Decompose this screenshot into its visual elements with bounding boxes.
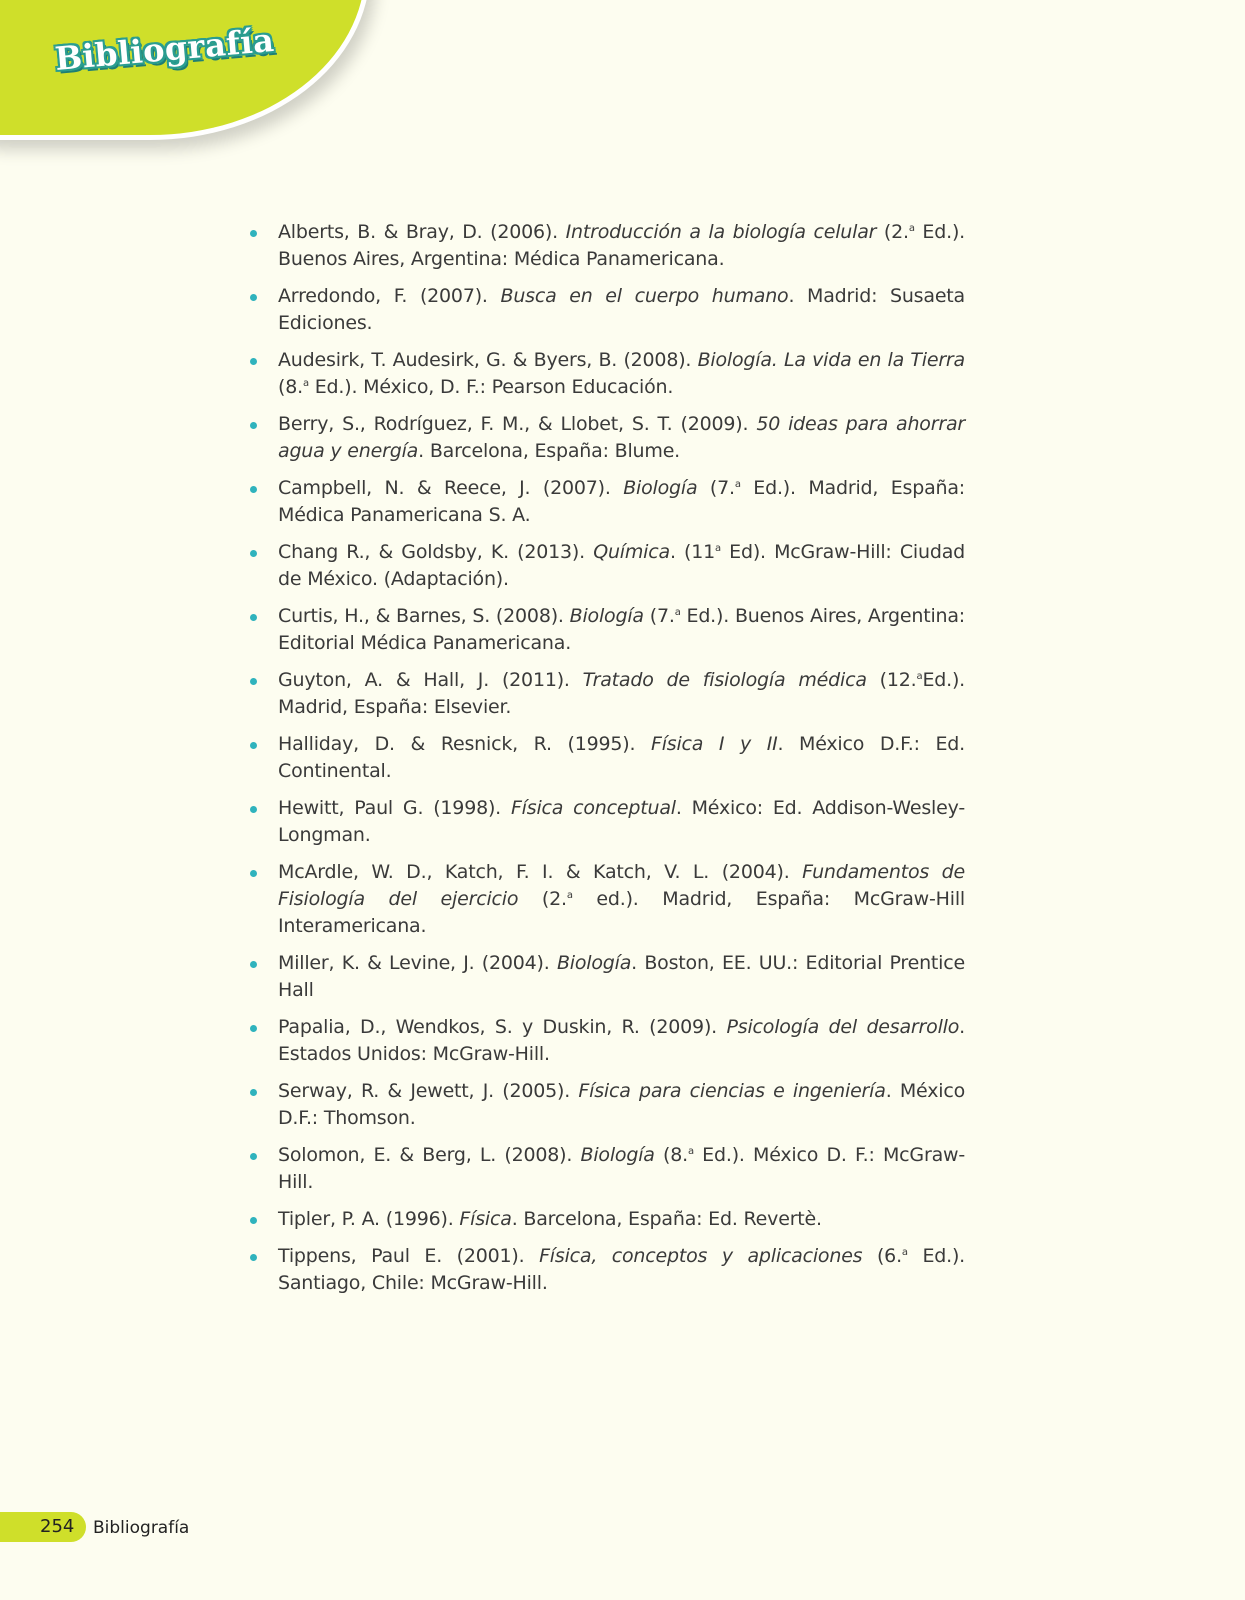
edition-superscript: a	[674, 607, 681, 618]
reference-item	[250, 859, 965, 940]
reference-item	[250, 411, 965, 465]
reference-publisher: Ed.). Buenos Aires, Argentina: Editorial Médica Panamericana.	[278, 605, 966, 654]
reference-title: Busca en el cuerpo humano	[500, 285, 789, 307]
reference-title: Introducción a la biología celular	[565, 221, 877, 243]
reference-edition: (8.	[278, 376, 303, 398]
bullet-icon	[250, 230, 257, 237]
reference-title: Física	[459, 1208, 512, 1230]
reference-item	[250, 731, 965, 785]
bullet-icon	[250, 1025, 257, 1032]
reference-authors: McArdle, W. D., Katch, F. I. & Katch, V. L. (2004).	[278, 861, 803, 883]
reference-authors: Audesirk, T. Audesirk, G. & Byers, B. (2008).	[278, 349, 698, 371]
reference-authors: Papalia, D., Wendkos, S. y Duskin, R. (2009).	[278, 1016, 727, 1038]
reference-authors: Curtis, H., & Barnes, S. (2008).	[278, 605, 570, 627]
bullet-icon	[250, 742, 257, 749]
edition-superscript: a	[566, 890, 573, 901]
reference-title: Química	[593, 541, 670, 563]
reference-title: Biología	[623, 477, 698, 499]
footer-section-label: Bibliografía	[93, 1518, 190, 1538]
reference-item	[250, 1078, 965, 1132]
reference-authors: Berry, S., Rodríguez, F. M., & Llobet, S. T. (2009).	[278, 413, 757, 435]
reference-publisher: . México D.F.: Ed. Continental.	[278, 733, 965, 782]
reference-publisher: . México: Ed. Addison-Wesley-Longman.	[278, 797, 965, 846]
reference-edition: (12.	[866, 669, 917, 691]
reference-title: Física I y II	[650, 733, 778, 755]
page-title: Bibliografía	[53, 20, 276, 78]
reference-item	[250, 283, 965, 337]
reference-authors: Miller, K. & Levine, J. (2004).	[278, 952, 557, 974]
bullet-icon	[250, 1254, 257, 1261]
reference-publisher: Ed.). México D. F.: McGraw-Hill.	[278, 1144, 966, 1193]
reference-authors: Hewitt, Paul G. (1998).	[278, 797, 511, 819]
reference-publisher: . Barcelona, España: Ed. Revertè.	[511, 1208, 822, 1230]
reference-title: 50 ideas para ahorrar agua y energía	[278, 413, 965, 462]
reference-publisher: . Boston, EE. UU.: Editorial Prentice Hall	[278, 952, 965, 1001]
reference-edition: (8.	[654, 1144, 688, 1166]
reference-publisher: Ed.). Madrid, España: Médica Panamericana S. A.	[278, 477, 965, 526]
reference-item	[250, 667, 965, 721]
reference-title: Biología	[556, 952, 632, 974]
reference-edition: (2.	[518, 888, 567, 910]
reference-authors: Tipler, P. A. (1996).	[278, 1208, 460, 1230]
edition-superscript: a	[687, 1146, 694, 1157]
reference-title: Psicología del desarrollo	[726, 1016, 960, 1038]
reference-authors: Campbell, N. & Reece, J. (2007).	[278, 477, 624, 499]
reference-item	[250, 950, 965, 1004]
reference-item	[250, 1243, 965, 1297]
reference-title: Física conceptual	[510, 797, 676, 819]
reference-title: Tratado de fisiología médica	[582, 669, 867, 691]
reference-title: Biología. La vida en la Tierra	[697, 349, 965, 371]
reference-authors: Solomon, E. & Berg, L. (2008).	[278, 1144, 581, 1166]
reference-publisher: . Barcelona, España: Blume.	[418, 440, 681, 462]
reference-authors: Arredondo, F. (2007).	[278, 285, 501, 307]
reference-item	[250, 219, 965, 273]
bullet-icon	[250, 961, 257, 968]
reference-publisher: Ed.). Madrid, España: Elsevier.	[278, 669, 965, 718]
reference-authors: Tippens, Paul E. (2001).	[278, 1245, 540, 1267]
edition-superscript: a	[901, 1247, 908, 1258]
reference-edition: (6.	[862, 1245, 902, 1267]
edition-superscript: a	[302, 378, 309, 389]
reference-publisher: ed.). Madrid, España: McGraw-Hill Interamericana.	[278, 888, 966, 937]
bullet-icon	[250, 1153, 257, 1160]
reference-authors: Alberts, B. & Bray, D. (2006).	[278, 221, 566, 243]
reference-publisher: . Madrid: Susaeta Ediciones.	[278, 285, 966, 334]
reference-title: Física, conceptos y aplicaciones	[539, 1245, 863, 1267]
bullet-icon	[250, 422, 257, 429]
bullet-icon	[250, 1217, 257, 1224]
reference-edition: (7.	[697, 477, 735, 499]
reference-edition: (7.	[643, 605, 675, 627]
reference-title: Biología	[569, 605, 644, 627]
edition-superscript: a	[916, 671, 923, 682]
reference-item	[250, 475, 965, 529]
reference-list	[250, 219, 965, 1307]
reference-publisher: . México D.F.: Thomson.	[278, 1080, 965, 1129]
reference-edition: . (11	[669, 541, 716, 563]
bullet-icon	[250, 614, 257, 621]
bullet-icon	[250, 870, 257, 877]
reference-item	[250, 1142, 965, 1196]
reference-publisher: Ed.). Buenos Aires, Argentina: Médica Panamericana.	[278, 221, 965, 270]
reference-item	[250, 347, 965, 401]
reference-publisher: Ed.). Santiago, Chile: McGraw-Hill.	[278, 1245, 965, 1294]
bullet-icon	[250, 1089, 257, 1096]
reference-title: Fundamentos de Fisiología del ejercicio	[278, 861, 965, 910]
reference-item	[250, 603, 965, 657]
edition-superscript: a	[715, 543, 721, 554]
reference-authors: Guyton, A. & Hall, J. (2011).	[278, 669, 583, 691]
reference-title: Biología	[580, 1144, 655, 1166]
page-number: 254	[40, 1516, 75, 1537]
reference-authors: Halliday, D. & Resnick, R. (1995).	[278, 733, 651, 755]
reference-item	[250, 539, 965, 593]
reference-title: Física para ciencias e ingeniería	[578, 1080, 886, 1102]
edition-superscript: a	[734, 479, 741, 490]
reference-publisher: Ed.). México, D. F.: Pearson Educación.	[308, 376, 674, 398]
bullet-icon	[250, 358, 257, 365]
bullet-icon	[250, 294, 257, 301]
bullet-icon	[250, 486, 257, 493]
reference-item	[250, 795, 965, 849]
edition-superscript: a	[908, 223, 915, 234]
reference-edition: (2.	[876, 221, 909, 243]
reference-authors: Serway, R. & Jewett, J. (2005).	[278, 1080, 579, 1102]
reference-item	[250, 1206, 965, 1233]
bullet-icon	[250, 806, 257, 813]
bullet-icon	[250, 550, 257, 557]
reference-authors: Chang R., & Goldsby, K. (2013).	[278, 541, 594, 563]
reference-publisher: Ed). McGraw-Hill: Ciudad de México. (Adaptación).	[278, 541, 965, 590]
reference-publisher: . Estados Unidos: McGraw-Hill.	[278, 1016, 966, 1065]
bullet-icon	[250, 678, 257, 685]
reference-item	[250, 1014, 965, 1068]
